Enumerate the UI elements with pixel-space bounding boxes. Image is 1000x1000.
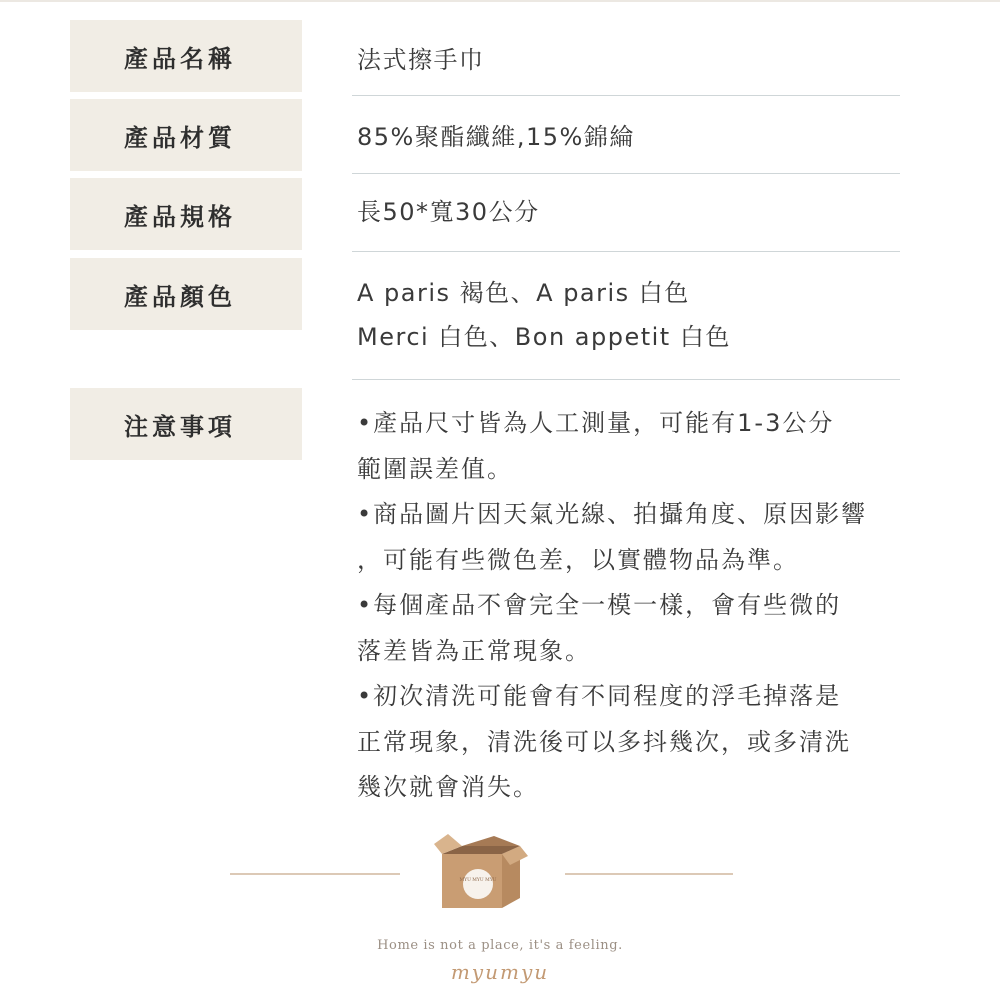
footer-line-right (565, 873, 733, 875)
row-divider (352, 95, 900, 96)
value-line: Merci 白色、Bon appetit 白色 (357, 323, 731, 351)
label-notes: 注意事項 (70, 388, 302, 460)
footer-tagline: Home is not a place, it's a feeling. (377, 938, 623, 953)
value-product-name (357, 38, 900, 82)
label-product-material: 產品材質 (70, 99, 302, 171)
label-product-name: 產品名稱 (70, 20, 302, 92)
brand-signature: myumyu (450, 960, 550, 984)
row-divider (352, 379, 900, 380)
label-product-color: 產品顏色 (70, 258, 302, 330)
value-product-size (357, 190, 900, 234)
note-item: •商品圖片因天氣光線、拍攝角度、原因影響 ，可能有些微色差，以實體物品為準。 (357, 500, 868, 574)
row-divider (352, 251, 900, 252)
box-stamp-text: MYU MYU MYU (459, 878, 497, 883)
box-icon (434, 832, 528, 914)
value-line: 長50*寬30公分 (357, 198, 540, 226)
value-line: 85%聚酯纖維,15%錦綸 (357, 123, 635, 151)
note-item: •每個產品不會完全一模一樣，會有些微的 落差皆為正常現象。 (357, 591, 842, 665)
value-product-color (357, 271, 900, 359)
note-item: •初次清洗可能會有不同程度的浮毛掉落是 正常現象，清洗後可以多抖幾次，或多清洗 幾次就會消失。 (357, 682, 851, 801)
top-rule (0, 0, 1000, 2)
notes-list (357, 401, 917, 811)
row-divider (352, 173, 900, 174)
value-product-material (357, 115, 900, 159)
footer-line-left (230, 873, 400, 875)
value-line: 法式擦手巾 (357, 46, 485, 74)
note-item: •產品尺寸皆為人工測量，可能有1-3公分 範圍誤差值。 (357, 409, 835, 483)
label-product-size: 產品規格 (70, 178, 302, 250)
value-line: A paris 褐色、A paris 白色 (357, 279, 690, 307)
